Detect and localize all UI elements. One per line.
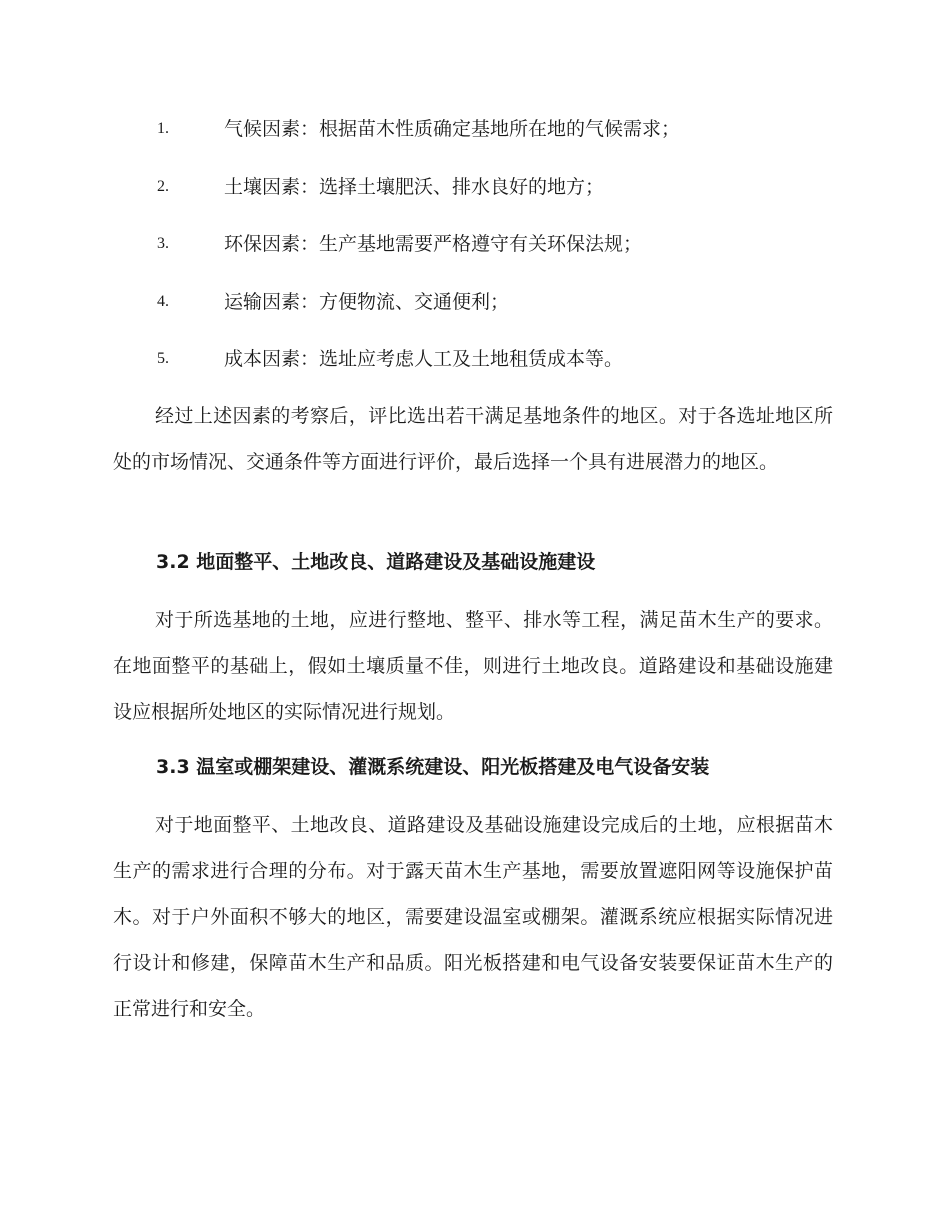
list-text: 土壤因素：选择土壤肥沃、排水良好的地方； <box>224 175 605 198</box>
list-item <box>157 340 837 398</box>
list-text: 环保因素：生产基地需要严格遵守有关环保法规； <box>224 233 643 255</box>
list-text: 气候因素：根据苗木性质确定基地所在地的气候需求； <box>224 118 681 140</box>
list-text: 运输因素：方便物流、交通便利； <box>224 290 510 313</box>
factor-list <box>157 110 837 398</box>
paragraph-land-preparation: 对于所选基地的土地，应进行整地、整平、排水等工程，满足苗木生产的要求。在地面整平的基础上，假如土壤质量不佳，则进行土地改良。道路建设和基础设施建设应根据所处地区的实际情况进行规划。 <box>113 609 833 723</box>
paragraph-greenhouse-construction: 对于地面整平、土地改良、道路建设及基础设施建设完成后的土地，应根据苗木生产的需求进行合理的分布。对于露天苗木生产基地，需要放置遮阳网等设施保护苗木。对于户外面积不够大的地区，需要建设温室或棚架。灌溉系统应根据实际情况进行设计和修建，保障苗木生产和品质。阳光板搭建和电气设备安装要保证苗木生产的正常进行和安全。 <box>113 814 833 1020</box>
list-item <box>157 283 837 341</box>
section-heading-3-2: 3.2 地面整平、土地改良、道路建设及基础设施建设 <box>156 551 596 573</box>
paragraph-site-evaluation: 经过上述因素的考察后，评比选出若干满足基地条件的地区。对于各选址地区所处的市场情况、交通条件等方面进行评价，最后选择一个具有进展潜力的地区。 <box>113 405 833 473</box>
list-text: 成本因素：选址应考虑人工及土地租赁成本等。 <box>224 348 624 370</box>
list-number: 3. <box>157 235 169 252</box>
list-number: 2. <box>157 177 169 195</box>
section-heading-3-3: 3.3 温室或棚架建设、灌溉系统建设、阳光板搭建及电气设备安装 <box>156 756 710 778</box>
list-item <box>157 110 837 168</box>
list-item <box>157 225 837 283</box>
list-number: 4. <box>157 292 169 310</box>
list-number: 1. <box>157 120 169 137</box>
list-number: 5. <box>157 350 169 367</box>
list-item <box>157 168 837 226</box>
